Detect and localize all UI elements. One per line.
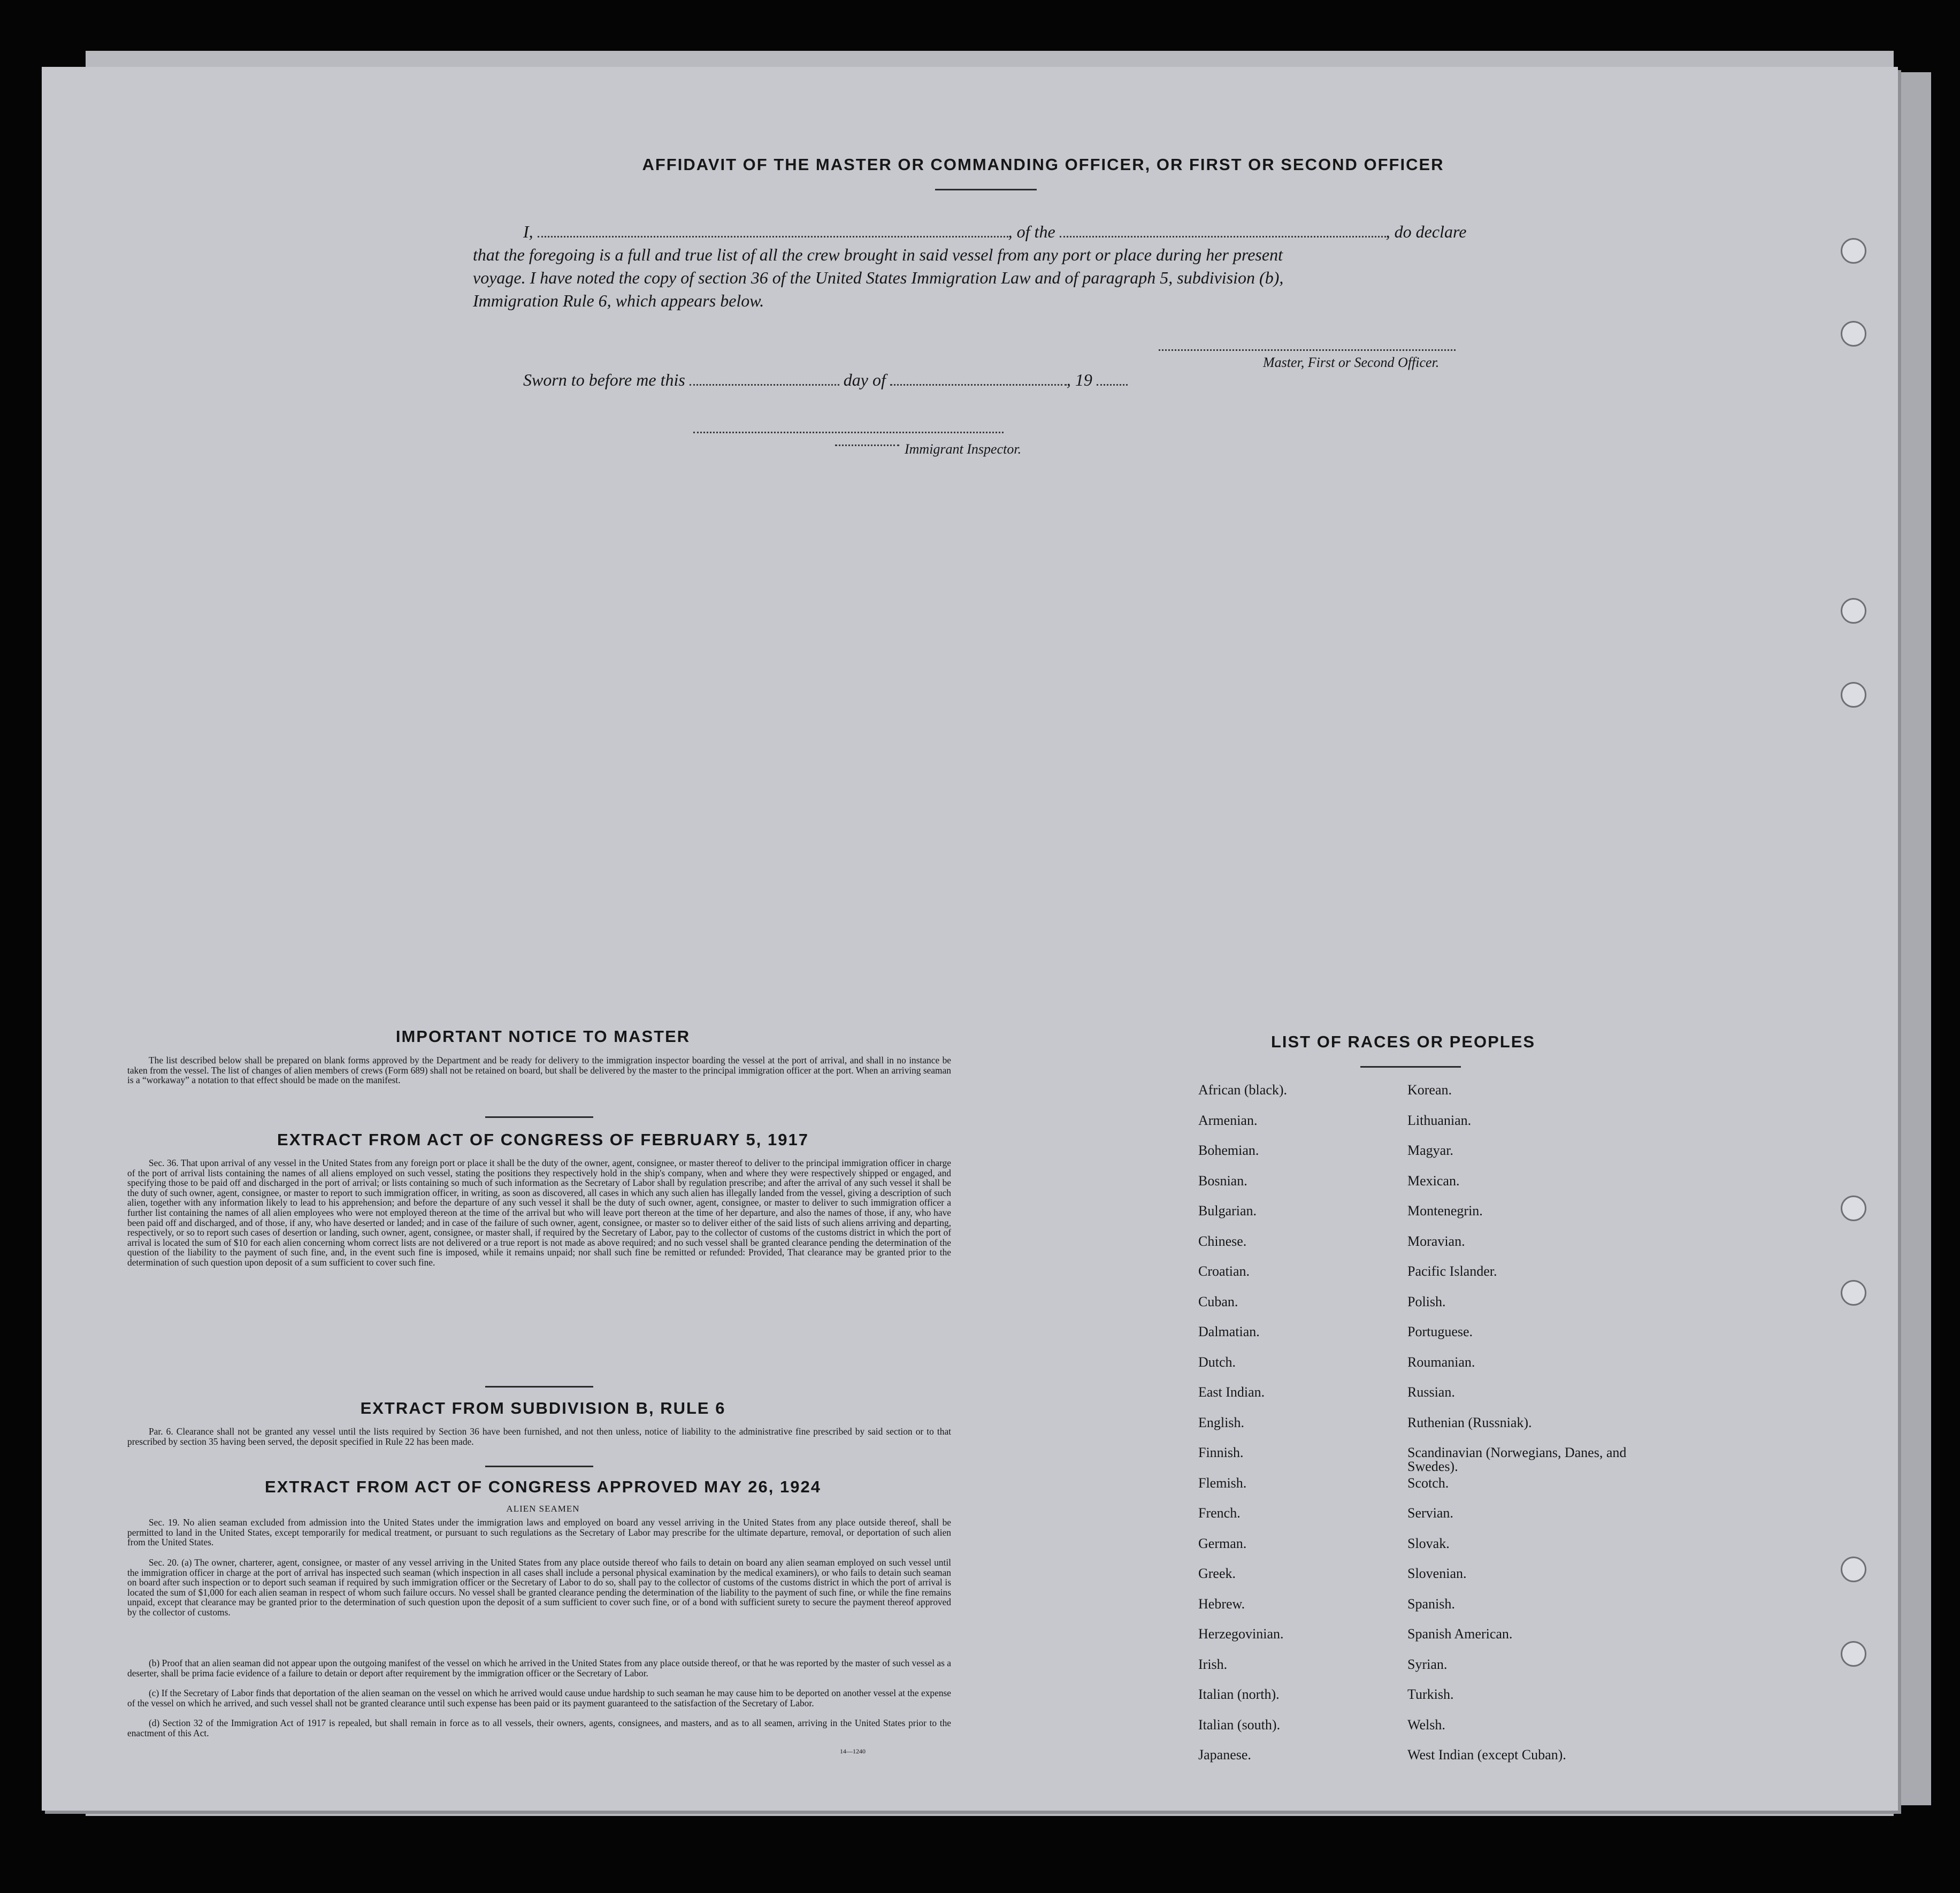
race-item: Hebrew. (1198, 1596, 1245, 1612)
race-item: Welsh. (1407, 1716, 1445, 1733)
race-item: Montenegrin. (1407, 1203, 1483, 1218)
rule6-title: EXTRACT FROM SUBDIVISION B, RULE 6 (360, 1399, 726, 1417)
races-title: LIST OF RACES OR PEOPLES (1270, 1032, 1536, 1051)
race-item: Russian. (1407, 1384, 1455, 1400)
race-item: German. (1198, 1535, 1247, 1551)
race-item: Bulgarian. (1198, 1203, 1257, 1218)
extract-1924-title: EXTRACT FROM ACT OF CONGRESS APPROVED MAY 26, 1924 (265, 1477, 821, 1496)
form-sheet (42, 67, 1898, 1811)
master-label: Master, First or Second Officer. (1263, 355, 1440, 370)
race-item: Bohemian. (1198, 1143, 1259, 1158)
race-item: Servian. (1407, 1505, 1453, 1521)
day-of-label: day of (843, 370, 886, 389)
inspector-dotted (835, 438, 899, 446)
extract-1924-sec19: Sec. 19. No alien seaman excluded from admission into the United States under the immigration laws and employed on board any vessel arriving in the United States from any place outside thereof, shall be permitted to land in the United States, except temporarily for medical treatment, or pursuant to such regulations as the Secretary of Labor may prescribe for the ultimate departure, removal, or deportation of such alien from the United States. (127, 1517, 951, 1548)
extract-1917-body: Sec. 36. That upon arrival of any vessel in the United States from any foreign port or place it shall be the duty of the owner, agent, consignee, or master thereof to deliver to the principal immigration officer in charge of the port of arrival lists containing the names of all aliens employed on such vessel, stating the positions they respectively hold in the ship's company, when and where they were respectively shipped or engaged, and specifying those to be paid off and discharged in the port of arrival; or lists containing so much of such information as the Secretary of Labor shall by regulation prescribe; and after the arrival of any such vessel it shall be the duty of such owner, agent, consignee, or master to report to such immigration officer, in writing, as soon as discovered, all cases in which any such alien has illegally landed from the vessel, giving a description of such alien, together with any information likely to lead to his apprehension; and before the departure of any such vessel it shall be the duty of such owner, agent, consignee, or master to deliver to such immigration officer a further list containing the names of all alien employees who were not employed thereon at the time of the arrival but who will leave port thereon at the time of her departure, and also the names of those, if any, who have been paid off and discharged, and of those, if any, who have deserted or landed; and in case of the failure of such owner, agent, consignee, or master so to deliver either of the said lists of such aliens arriving and departing, respectively, or so to report such cases of desertion or landing, such owner, agent, consignee, or master shall, if required by the Secretary of Labor, pay to the collector of customs of the customs district in which the port of arrival is located the sum of $10 for each alien concerning whom correct lists are not delivered or a true report is not made as above required; and no such vessel shall be granted clearance pending the determination of the question of the liability to the payment of such fine, and, in the event such fine is imposed, while it remains unpaid; nor shall such fine be remitted or refunded: Provided, That clearance may be granted prior to the determination of such question upon deposit of a sum sufficient to cover such fine. (127, 1158, 951, 1268)
affidavit-line-4: Immigration Rule 6, which appears below. (473, 291, 764, 310)
race-item: Korean. (1407, 1082, 1452, 1098)
race-item: Scotch. (1407, 1475, 1449, 1491)
sworn-line (523, 370, 1128, 390)
extract-1924-sec20d: (d) Section 32 of the Immigration Act of 1917 is repealed, but shall remain in force as to all vessels, their owners, agents, consignees, and masters, and as to all seamen, arriving in the United States prior to the enactment of this Act. (127, 1718, 951, 1738)
race-item: French. (1198, 1505, 1241, 1521)
race-item: Magyar. (1407, 1143, 1453, 1158)
title-underline (935, 189, 1037, 190)
extract-1924-sec20c: (c) If the Secretary of Labor finds that deportation of the alien seaman on the vessel on which he arrived would cause undue hardship to such seaman he may cause him to be deported on another vessel at the expense of the vessel on which he arrived, and such vessel shall not be granted clearance until such expense has been paid or its payment guaranteed to the satisfaction of the Secretary of Labor. (127, 1688, 951, 1708)
race-item: Moravian. (1407, 1233, 1465, 1249)
name-blank[interactable] (538, 222, 1008, 237)
punch-hole (1841, 238, 1866, 264)
section-rule (485, 1116, 593, 1118)
punch-hole (1841, 1195, 1866, 1221)
extract-1924-sec20a: Sec. 20. (a) The owner, charterer, agent, consignee, or master of any vessel arriving in the United States from any place outside thereof who fails to detain on board any alien seaman employed on such vessel until the immigration officer in charge at the port of arrival has inspected such seaman (which inspection in all cases shall include a personal physical examination by the medical examiners), or who fails to detain such seaman on board after such inspection or to deport such seaman if required by such immigration officer or the Secretary of Labor to do so, shall pay to the collector of customs of the customs district in which the port of arrival is located the sum of $1,000 for each alien seaman in respect of whom such failure occurs. No vessel shall be granted clearance pending the determination of the liability to the payment of such fine, or while the fine remains unpaid, except that clearance may be granted prior to the determination of such question upon the deposit of a sum sufficient to cover such fine, or of a bond with sufficient surety to secure the payment thereof approved by the collector of customs. (127, 1557, 951, 1618)
race-item: Chinese. (1198, 1233, 1247, 1249)
race-item: Finnish. (1198, 1445, 1244, 1460)
extract-1924-sec20b: (b) Proof that an alien seaman did not appear upon the outgoing manifest of the vessel on which he arrived in the United States from any place outside thereof, or that he was reported by the master of such vessel as a deserter, shall be prima facie evidence of a failure to detain or deport after requirement by the immigration officer or the Secretary of Labor. (127, 1658, 951, 1679)
race-item: Japanese. (1198, 1747, 1251, 1762)
year-blank[interactable] (1097, 370, 1128, 386)
race-item: Italian (north). (1198, 1687, 1280, 1702)
vessel-blank[interactable] (1060, 222, 1386, 237)
race-item: Spanish. (1407, 1596, 1455, 1612)
punch-hole (1841, 1641, 1866, 1667)
races-right-column (1407, 1083, 1632, 1779)
alien-seamen-subtitle: ALIEN SEAMEN (506, 1504, 580, 1514)
notice-title: IMPORTANT NOTICE TO MASTER (395, 1027, 691, 1046)
race-item: Slovak. (1407, 1535, 1450, 1551)
punch-hole (1841, 682, 1866, 708)
race-item: Pacific Islander. (1407, 1263, 1497, 1279)
affidavit-title: AFFIDAVIT OF THE MASTER OR COMMANDING OFFICER, OR FIRST OR SECOND OFFICER (642, 155, 1444, 174)
race-item: Irish. (1198, 1656, 1228, 1672)
affidavit-line-3: voyage. I have noted the copy of section 36 of the United States Immigration Law and of paragraph 5, subdivision (b), (473, 268, 1284, 287)
race-item: Croatian. (1198, 1263, 1250, 1279)
races-underline (1360, 1066, 1461, 1068)
sworn-label: Sworn to before me this (523, 370, 685, 389)
form-number: 14—1240 (840, 1748, 866, 1755)
year-label: , 19 (1066, 370, 1092, 389)
race-item: West Indian (except Cuban). (1407, 1747, 1566, 1762)
section-rule (485, 1466, 593, 1467)
race-item: English. (1198, 1414, 1244, 1430)
race-item: Bosnian. (1198, 1172, 1247, 1189)
race-item: Syrian. (1407, 1656, 1448, 1672)
affidavit-of-the: , of the (1008, 222, 1055, 241)
notice-body: The list described below shall be prepared on blank forms approved by the Department and be ready for delivery to the immigration inspector boarding the vessel at the port of arrival, and shall in no instance be taken from the vessel. The list of changes of alien members of crews (Form 689) shall not be retained on board, but shall be delivered by the master to the principal immigration officer at the port. When an arriving seaman is a “workaway” a notation to that effect should be made on the manifest. (127, 1055, 951, 1086)
race-item: Mexican. (1407, 1172, 1460, 1189)
punch-hole (1841, 321, 1866, 347)
race-item: Armenian. (1198, 1112, 1258, 1128)
affidavit-line-2: that the foregoing is a full and true list of all the crew brought in said vessel from any port or place during her present (473, 245, 1283, 264)
punch-hole (1841, 1557, 1866, 1582)
race-item: Flemish. (1198, 1475, 1247, 1491)
race-item: Greek. (1198, 1566, 1236, 1581)
race-item: Roumanian. (1407, 1354, 1475, 1370)
race-item: Herzegovinian. (1198, 1626, 1284, 1642)
inspector-label: Immigrant Inspector. (905, 441, 1022, 457)
race-item: African (black). (1198, 1082, 1288, 1098)
race-item: Polish. (1407, 1293, 1446, 1309)
race-item: Portuguese. (1407, 1324, 1473, 1339)
inspector-signature-blank[interactable] (693, 418, 1004, 433)
race-item: East Indian. (1198, 1384, 1265, 1400)
race-item: Ruthenian (Russniak). (1407, 1414, 1532, 1430)
affidavit-declare: , do declare (1385, 222, 1467, 241)
race-item: Spanish American. (1407, 1626, 1513, 1642)
month-blank[interactable] (890, 370, 1067, 386)
race-item: Italian (south). (1198, 1716, 1281, 1733)
sworn-day-blank[interactable] (690, 370, 839, 386)
punch-hole (1841, 598, 1866, 624)
races-left-column (1198, 1083, 1391, 1779)
race-item: Turkish. (1407, 1687, 1454, 1702)
rule6-body: Par. 6. Clearance shall not be granted any vessel until the lists required by Section 36 have been furnished, and not then unless, notice of liability to the administrative fine prescribed by said section or to that prescribed by section 35 having been served, the deposit specified in Rule 22 has been made. (127, 1426, 951, 1447)
affidavit-line-1 (523, 222, 1466, 242)
race-item: Slovenian. (1407, 1566, 1467, 1581)
punch-hole (1841, 1280, 1866, 1306)
race-item: Scandinavian (Norwegians, Danes, and Swedes). (1407, 1445, 1627, 1474)
extract-1917-title: EXTRACT FROM ACT OF CONGRESS OF FEBRUARY 5, 1917 (277, 1130, 809, 1149)
race-item: Lithuanian. (1407, 1112, 1472, 1128)
master-signature-blank[interactable] (1159, 335, 1456, 351)
affidavit-i: I, (523, 222, 533, 241)
race-item: Dutch. (1198, 1354, 1236, 1370)
race-item: Dalmatian. (1198, 1324, 1260, 1339)
race-item: Cuban. (1198, 1293, 1238, 1309)
section-rule (485, 1386, 593, 1388)
